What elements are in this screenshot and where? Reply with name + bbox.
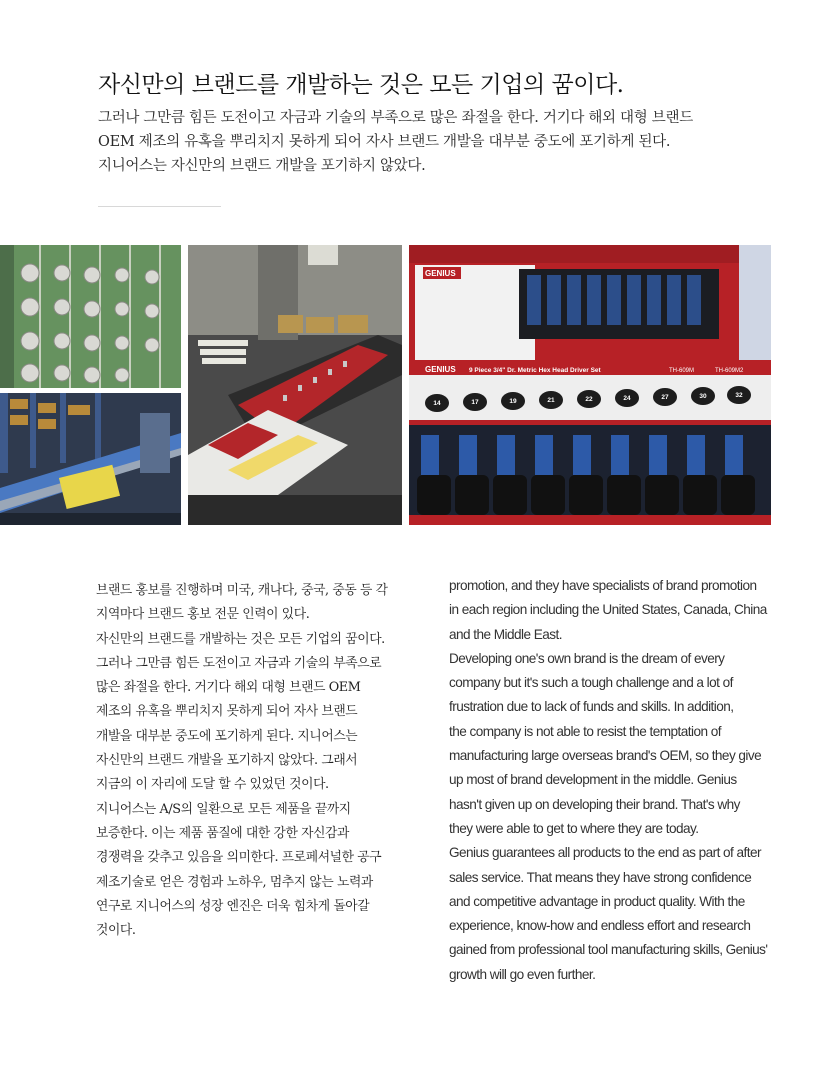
english-body-column — [449, 574, 779, 987]
box-size-label: 24 — [623, 395, 631, 402]
korean-line: 자신만의 브랜드를 개발하는 것은 모든 기업의 꿈이다. — [96, 631, 385, 647]
intro-line: 그러나 그만큼 힘든 도전이고 자금과 기술의 부족으로 많은 좌절을 한다. 거기다 해외 대형 브랜드 — [98, 110, 693, 126]
photo-assembly-line — [188, 245, 402, 525]
box-model-label-1: TH-609M — [669, 368, 695, 374]
photo-conveyor — [0, 393, 181, 525]
korean-line: 많은 좌절을 한다. 거기다 해외 대형 브랜드 OEM — [96, 680, 361, 696]
korean-line: 지니어스는 A/S의 일환으로 모든 제품을 끝까지 — [96, 801, 351, 817]
korean-line: 자신만의 브랜드 개발을 포기하지 않았다. 그래서 — [96, 753, 358, 769]
photo-tool-rack — [0, 245, 181, 388]
box-model-label-2: TH-609M2 — [715, 368, 744, 374]
korean-line: 제조의 유혹을 뿌리치지 못하게 되어 자사 브랜드 — [96, 704, 358, 720]
box-size-label: 14 — [433, 400, 441, 407]
english-line: in each region including the United States, Canada, China — [449, 602, 767, 618]
box-size-label: 21 — [547, 397, 555, 404]
intro-paragraph — [98, 106, 788, 178]
english-line: and competitive advantage in product quality. With the — [449, 893, 745, 909]
box-brand-label-2: GENIUS — [425, 365, 456, 374]
english-line: company but it's such a tough challenge and a lot of — [449, 675, 733, 691]
korean-line: 제조기술로 얻은 경험과 노하우, 멈추지 않는 노력과 — [96, 874, 373, 890]
english-line: Genius guarantees all products to the end as part of after — [449, 845, 761, 861]
korean-line: 지금의 이 자리에 도달 할 수 있었던 것이다. — [96, 777, 329, 793]
english-line: experience, know-how and endless effort and research — [449, 918, 751, 934]
english-line: frustration due to lack of funds and skills. In addition, — [449, 699, 734, 715]
divider-line — [98, 206, 221, 207]
korean-line: 지역마다 브랜드 홍보 전문 인력이 있다. — [96, 607, 310, 623]
english-line: sales service. That means they have strong confidence — [449, 869, 752, 885]
box-title-label: 9 Piece 3/4" Dr. Metric Hex Head Driver Set — [469, 367, 601, 374]
headline: 자신만의 브랜드를 개발하는 것은 모든 기업의 꿈이다. — [98, 72, 624, 98]
english-line: the company is not able to resist the temptation of — [449, 723, 721, 739]
english-line: promotion, and they have specialists of brand promotion — [449, 578, 757, 593]
korean-line: 보증한다. 이는 제품 품질에 대한 강한 자신감과 — [96, 825, 349, 841]
korean-line: 것이다. — [96, 923, 136, 939]
korean-line: 연구로 지니어스의 성장 엔진은 더욱 힘차게 돌아갈 — [96, 898, 370, 914]
korean-line: 그러나 그만큼 힘든 도전이고 자금과 기술의 부족으로 — [96, 655, 382, 671]
box-size-label: 32 — [735, 392, 743, 399]
intro-line: 지니어스는 자신만의 브랜드 개발을 포기하지 않았다. — [98, 158, 426, 174]
box-size-label: 22 — [585, 396, 593, 403]
english-line: growth will go even further. — [449, 966, 596, 982]
korean-line: 브랜드 홍보를 진행하며 미국, 캐나다, 중국, 중동 등 각 — [96, 583, 388, 598]
english-line: and the Middle East. — [449, 626, 562, 642]
english-line: Developing one's own brand is the dream of every — [449, 650, 725, 666]
korean-line: 개발을 대부분 중도에 포기하게 된다. 지니어스는 — [96, 728, 358, 744]
box-brand-label: GENIUS — [425, 269, 456, 278]
box-size-label: 30 — [699, 393, 707, 400]
intro-line: OEM 제조의 유혹을 뿌리치지 못하게 되어 자사 브랜드 개발을 대부분 중도에 포기하게 된다. — [98, 134, 671, 150]
korean-body-column — [96, 579, 436, 943]
english-line: manufacturing large overseas brand's OEM, so they give — [449, 748, 762, 764]
english-line: up most of brand development in the middle. Genius — [449, 772, 737, 788]
english-line: hasn't given up on developing their brand. That's why — [449, 796, 740, 812]
korean-line: 경쟁력을 갖추고 있음을 의미한다. 프로페셔널한 공구 — [96, 850, 382, 866]
photo-product-box — [409, 245, 771, 525]
box-size-label: 19 — [509, 398, 517, 405]
english-line: they were able to get to where they are today. — [449, 820, 699, 836]
english-line: gained from professional tool manufacturing skills, Genius' — [449, 942, 768, 958]
box-size-label: 27 — [661, 394, 669, 401]
box-size-label: 17 — [471, 399, 479, 406]
